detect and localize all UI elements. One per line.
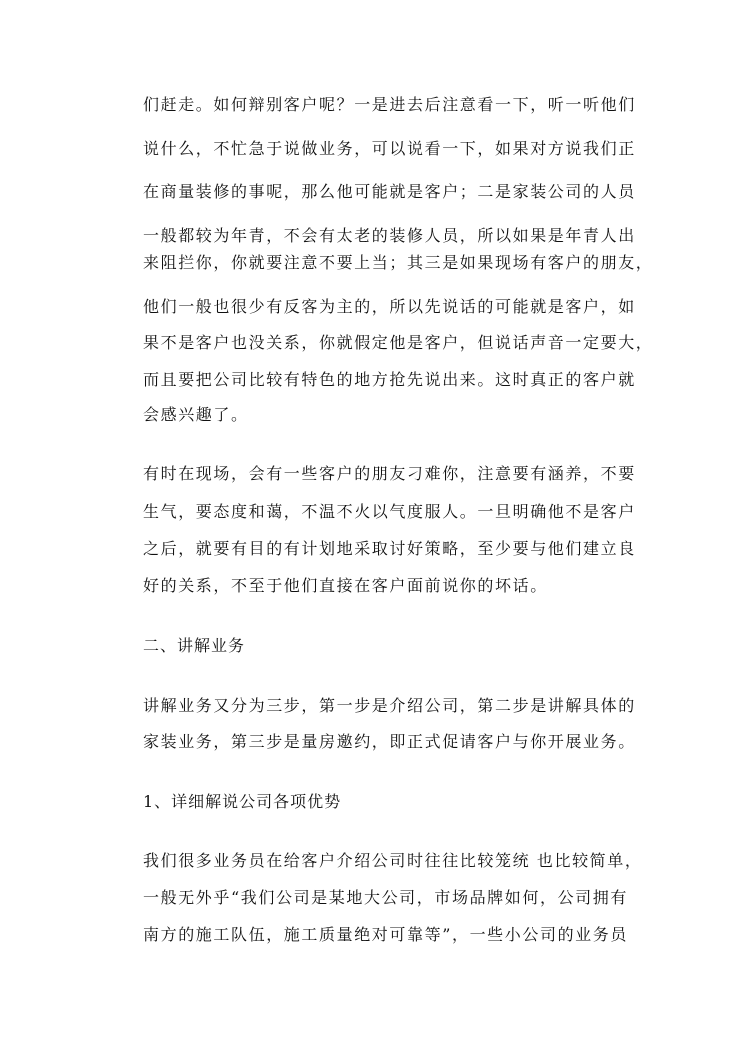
text-line: 来阻拦你，你就要注意不要上当；其三是如果现场有客户的朋友，	[143, 253, 654, 272]
text-line: 好的关系，不至于他们直接在客户面前说你的坏话。	[143, 576, 548, 595]
text-line: 们赶走。如何辩别客户呢？一是进去后注意看一下，听一听他们	[143, 95, 636, 114]
text-line: 南方的施工队伍，施工质量绝对可靠等”，一些小公司的业务员	[143, 925, 628, 944]
text-line: 会感兴趣了。	[143, 405, 249, 424]
text-line: 讲解业务又分为三步，第一步是介绍公司，第二步是讲解具体的	[143, 696, 636, 715]
text-line: 一般都较为年青，不会有太老的装修人员，所以如果是年青人出	[143, 226, 636, 245]
subsection-heading: 1、详细解说公司各项优势	[143, 792, 342, 811]
text-line: 一般无外乎“我们公司是某地大公司，市场品牌如何，公司拥有	[143, 888, 628, 907]
section-heading: 二、讲解业务	[143, 636, 246, 655]
text-line: 果不是客户也没关系，你就假定他是客户，但说话声音一定要大，	[143, 333, 654, 352]
text-line: 我们很多业务员在给客户介绍公司时往往比较笼统 也比较简单，	[143, 851, 643, 870]
text-line: 有时在现场，会有一些客户的朋友刁难你，注意要有涵养，不要	[143, 464, 636, 483]
text-line: 他们一般也很少有反客为主的，所以先说话的可能就是客户，如	[143, 297, 636, 316]
text-line: 生气，要态度和蔼，不温不火以气度服人。一旦明确他不是客户	[143, 502, 636, 521]
text-line: 说什么，不忙急于说做业务，可以说看一下，如果对方说我们正	[143, 139, 636, 158]
text-line: 而且要把公司比较有特色的地方抢先说出来。这时真正的客户就	[143, 370, 636, 389]
text-line: 之后，就要有目的有计划地采取讨好策略，至少要与他们建立良	[143, 539, 636, 558]
text-line: 在商量装修的事呢，那么他可能就是客户；二是家装公司的人员	[143, 182, 636, 201]
text-line: 家装业务，第三步是量房邀约，即正式促请客户与你开展业务。	[143, 732, 636, 751]
